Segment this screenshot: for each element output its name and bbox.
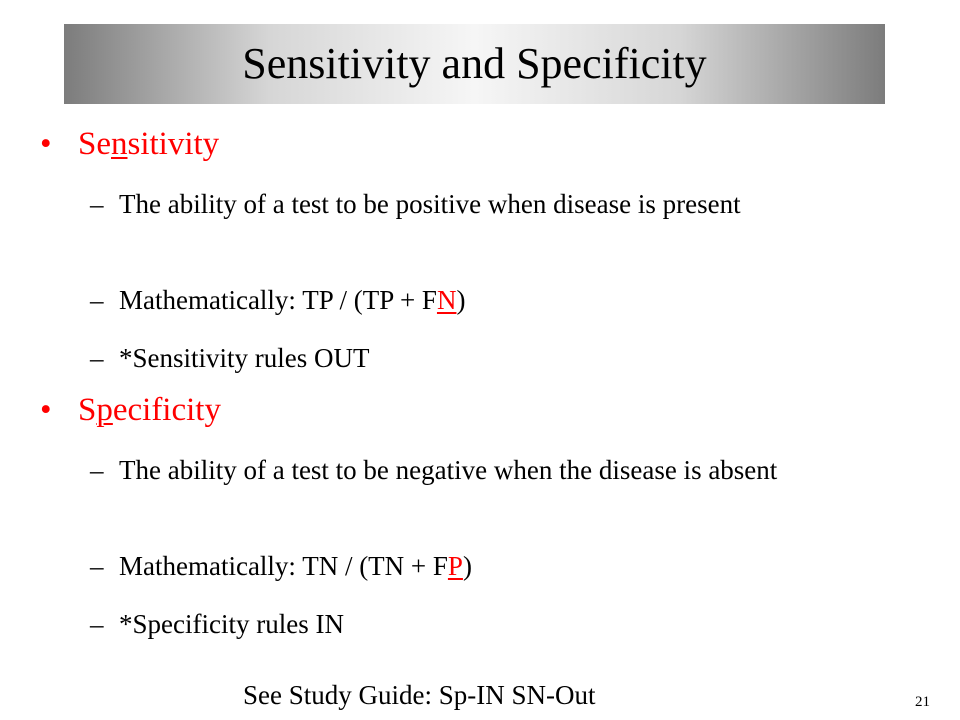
dash-marker: – — [90, 189, 104, 219]
dash-marker: – — [90, 343, 104, 373]
specificity-definition: – The ability of a test to be negative when the disease is absent — [90, 452, 890, 488]
sensitivity-formula: – Mathematically: TP / (TP + FN) — [90, 282, 890, 318]
study-guide-note: See Study Guide: Sp-IN SN-Out — [243, 680, 596, 710]
highlight-letter: N — [436, 285, 457, 315]
dash-marker: – — [90, 551, 104, 581]
bullet-dot: • — [40, 126, 52, 162]
underlined-letter: n — [111, 126, 128, 162]
bullet-sensitivity — [40, 126, 219, 163]
dash-marker: – — [90, 455, 104, 485]
slide-number: 21 — [915, 694, 930, 710]
sensitivity-definition: – The ability of a test to be positive when disease is present — [90, 186, 890, 222]
dash-marker: – — [90, 609, 104, 639]
specificity-heading: Specificity — [78, 392, 221, 428]
sensitivity-rule: – *Sensitivity rules OUT — [90, 340, 890, 376]
highlight-letter: P — [447, 551, 463, 581]
specificity-rule: – *Specificity rules IN — [90, 606, 890, 642]
sensitivity-heading: Sensitivity — [78, 126, 220, 162]
underlined-letter: p — [96, 392, 113, 428]
specificity-formula: – Mathematically: TN / (TN + FP) — [90, 548, 890, 584]
slide-title: Sensitivity and Specificity — [242, 39, 707, 88]
bullet-dot: • — [40, 392, 52, 428]
bullet-specificity — [40, 392, 221, 429]
dash-marker: – — [90, 285, 104, 315]
